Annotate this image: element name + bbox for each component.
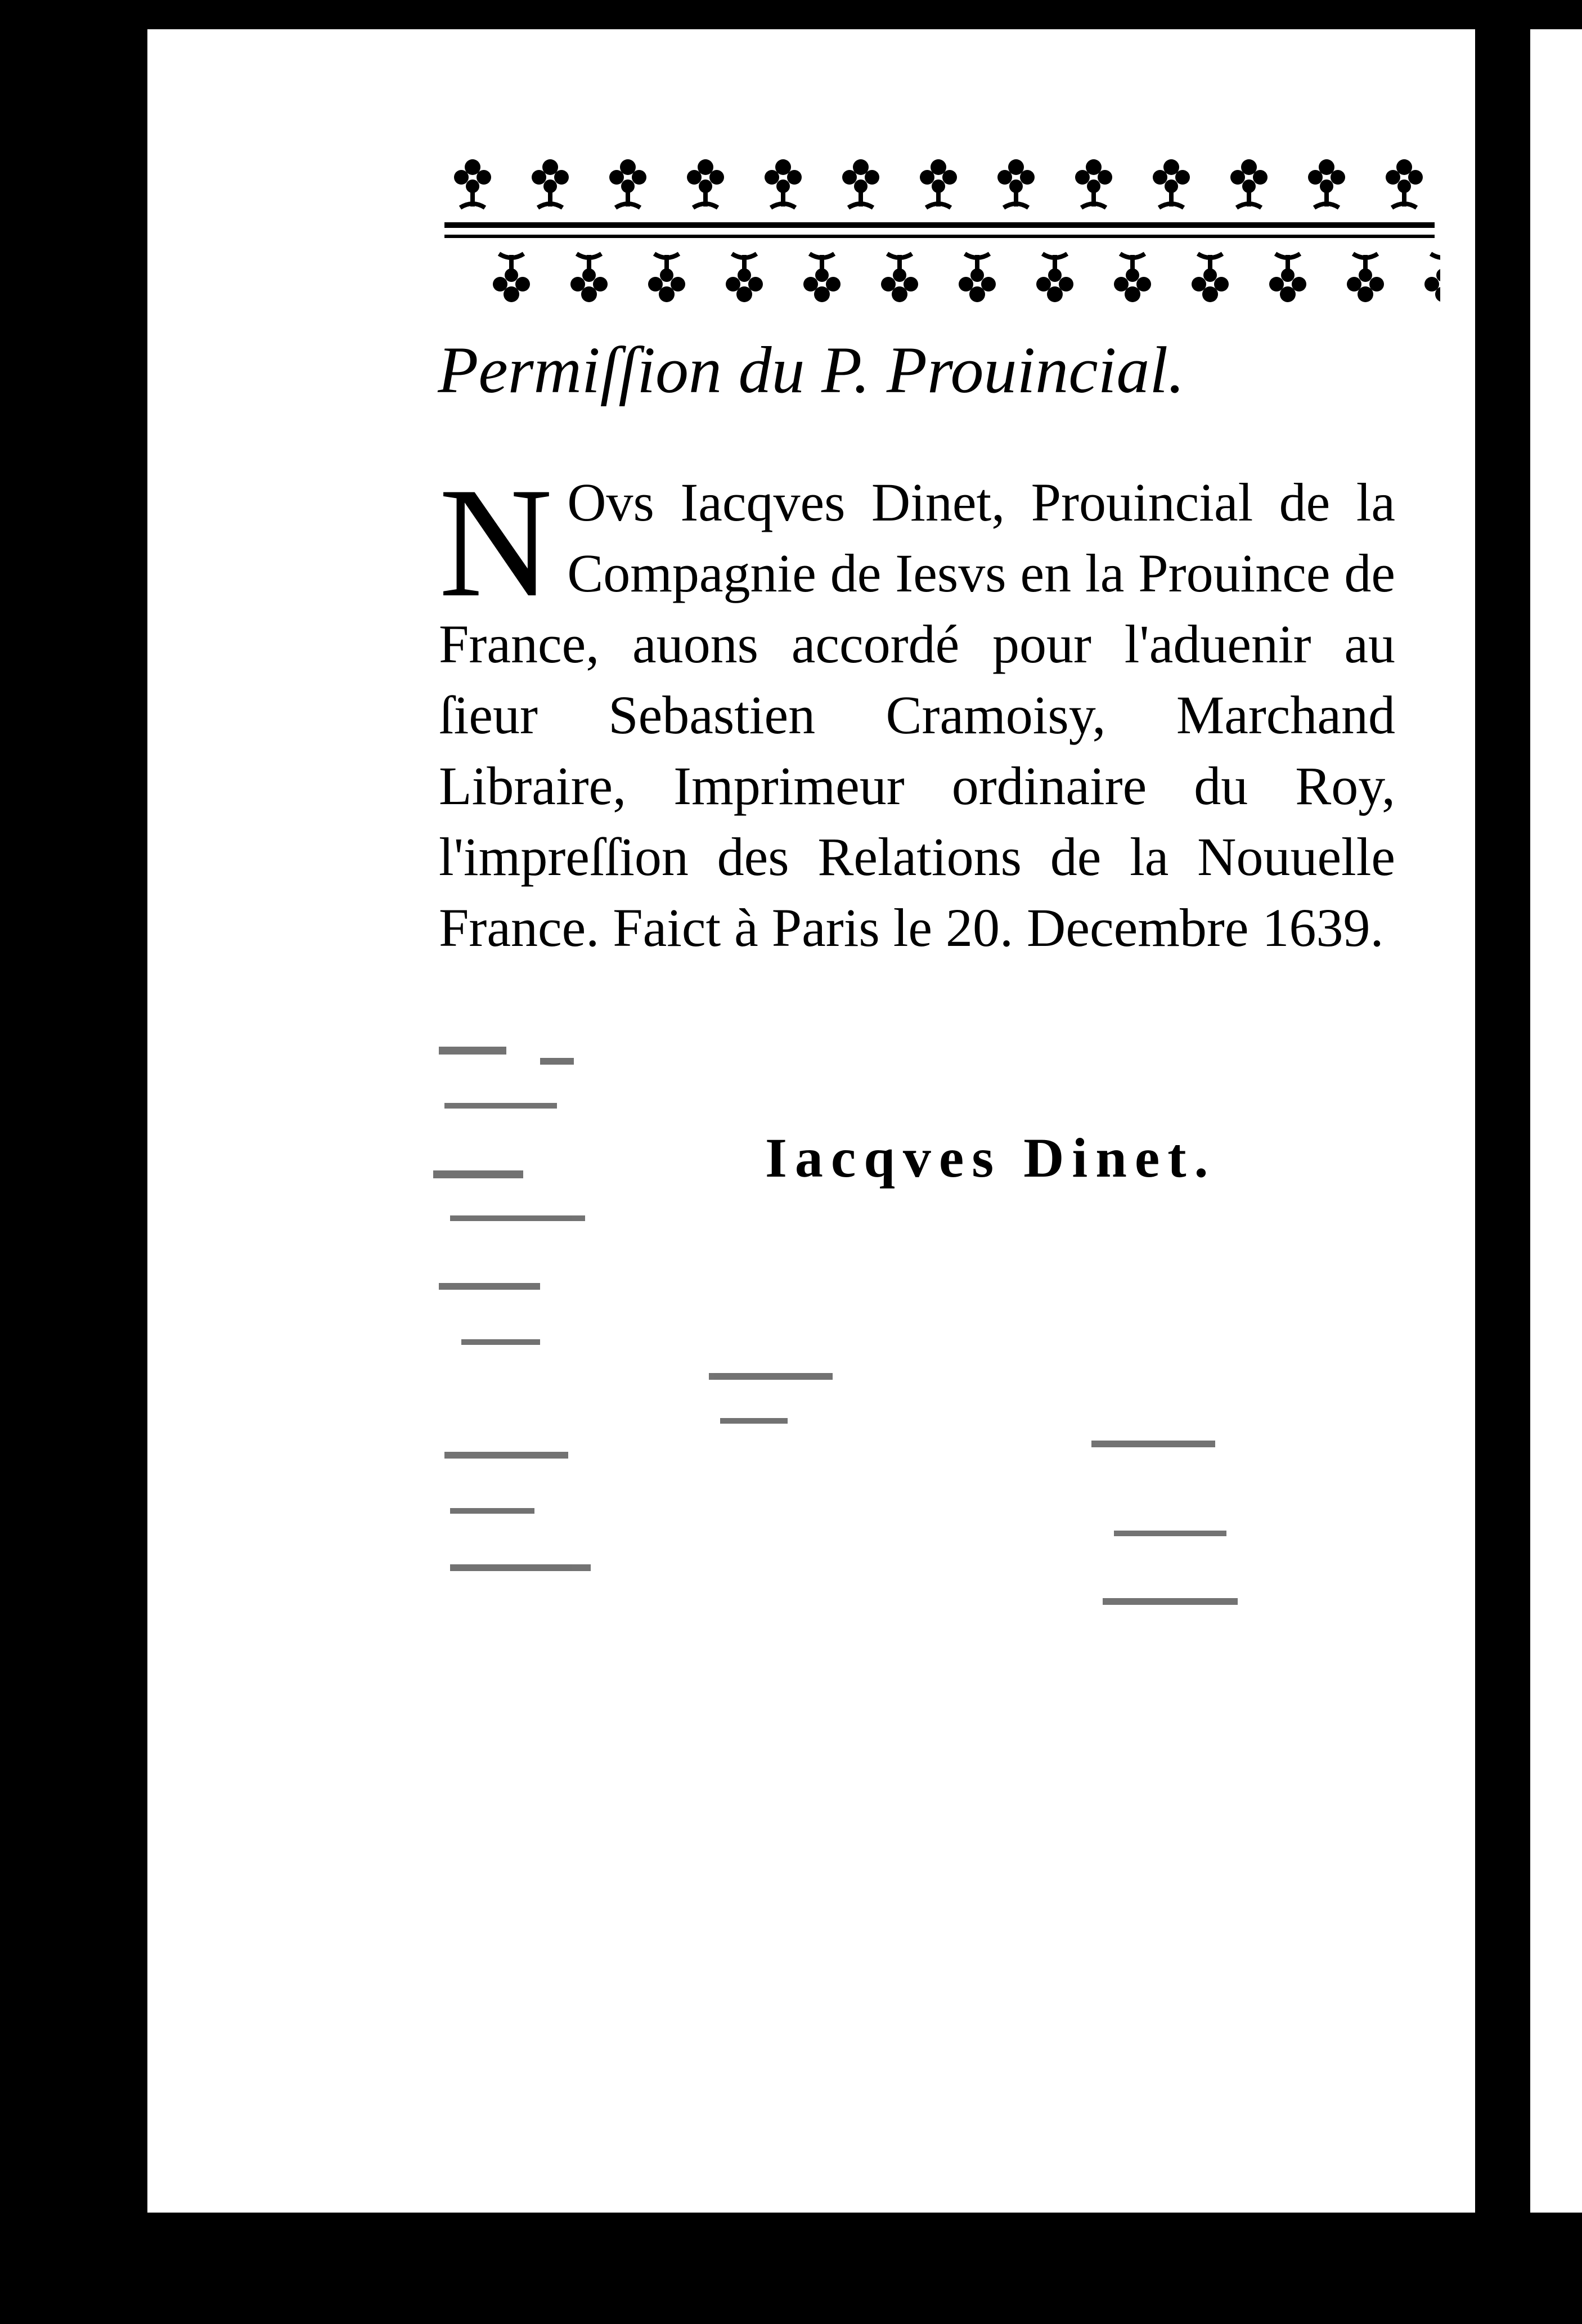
permission-text (439, 455, 1395, 963)
fleuron-top (532, 159, 569, 208)
fleuron-top (1153, 159, 1190, 208)
fleuron-bottom (881, 254, 918, 302)
drop-cap: N (439, 455, 553, 630)
show-through-texture (428, 1024, 1440, 1924)
fleuron-bottom (570, 254, 608, 302)
fleuron-ornament (439, 138, 1440, 324)
fleuron-bottom (803, 254, 841, 302)
fleuron-bottom (1036, 254, 1073, 302)
fleuron-bottom (493, 254, 530, 302)
fleuron-top (609, 159, 646, 208)
fleuron-bottom (726, 254, 763, 302)
page-title: Permiſſion du P. Prouincial. (438, 333, 1185, 407)
fleuron-top (687, 159, 724, 208)
gutter-rule (1519, 29, 1530, 2213)
signature: Iacqves Dinet. (765, 1127, 1216, 1189)
fleuron-bottom (1192, 254, 1229, 302)
fleuron-top (1308, 159, 1345, 208)
fleuron-bottom (1269, 254, 1306, 302)
fleuron-top (1230, 159, 1268, 208)
fleuron-bottom (1347, 254, 1384, 302)
fleuron-top (920, 159, 957, 208)
fleuron-top (1386, 159, 1423, 208)
fleuron-top (997, 159, 1035, 208)
fleuron-top (765, 159, 802, 208)
permission-body: Ovs Iacqves Dinet, Prouincial de la Compagnie de Iesvs en la Prouince de France, auons accordé pour l'aduenir au ſieur Sebastien Cramoisy, Marchand Libraire, Imprimeur ordinaire du Roy, l'impreſſion des Relations de la Nouuelle France. Faict à Paris le 20. Decembre 1639. (439, 472, 1395, 958)
fleuron-bottom (648, 254, 685, 302)
facing-page-edge (1530, 29, 1582, 2213)
fleuron-bottom (1424, 254, 1440, 302)
fleuron-top (842, 159, 879, 208)
fleuron-top (454, 159, 491, 208)
fleuron-bottom (1114, 254, 1151, 302)
fleuron-top (1075, 159, 1112, 208)
fleuron-bottom (959, 254, 996, 302)
